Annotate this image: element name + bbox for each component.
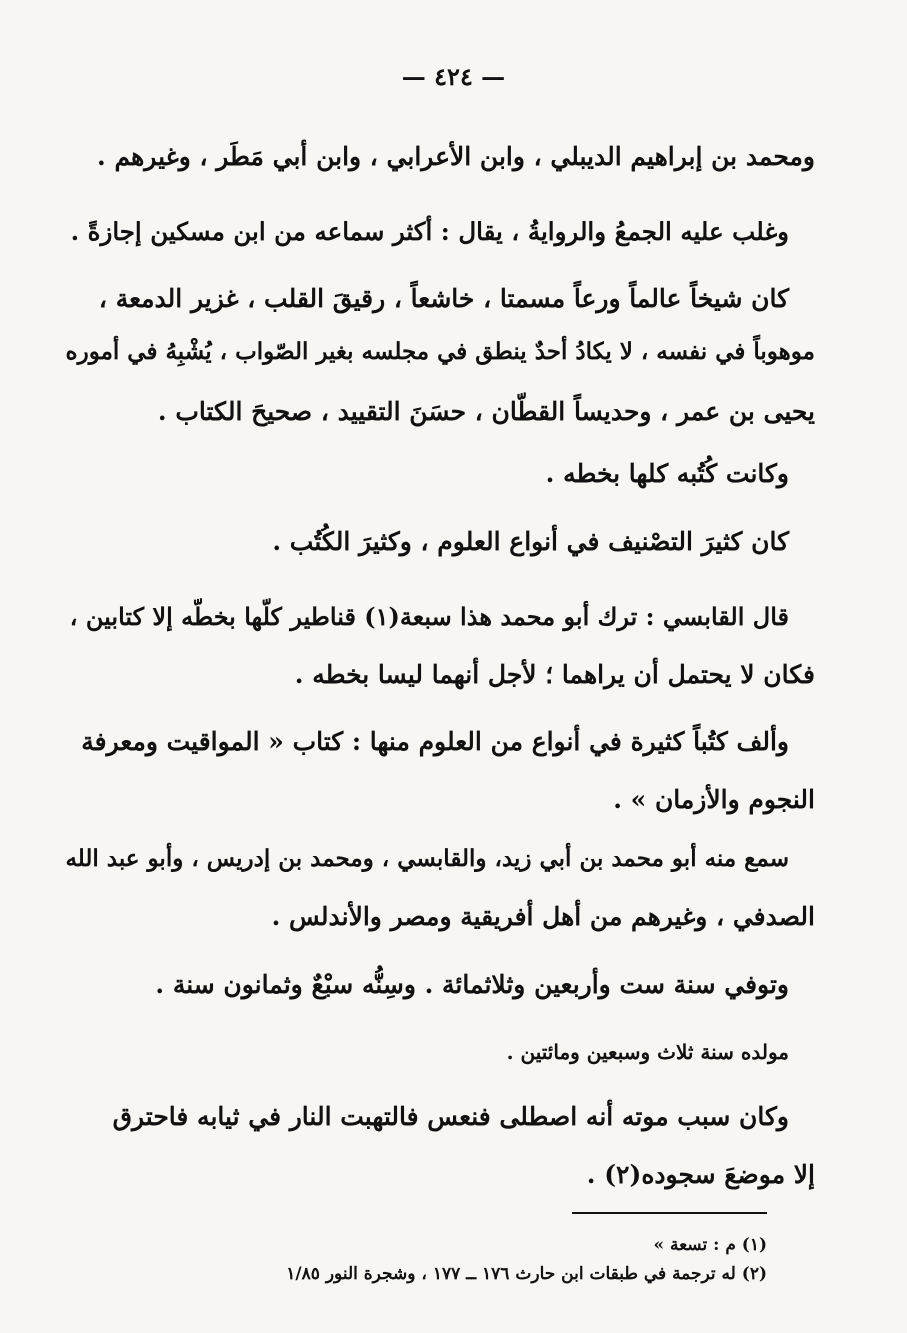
text-line: وغلب عليه الجمعُ والروايةُ ، يقال : أكثر سماعه من ابن مسكين إجازةً . [70, 217, 789, 246]
text-line: وألف كتُباً كثيرة في أنواع من العلوم منها : كتاب « المواقيت ومعرفة [81, 727, 789, 756]
text-line: وكان سبب موته أنه اصطلى فنعس فالتهبت النار في ثيابه فاحترق [112, 1102, 789, 1131]
text-line: وكانت كُتُبه كلها بخطه . [545, 459, 789, 488]
text-line: إلا موضعَ سجوده(٢) . [586, 1160, 815, 1189]
text-line: كان شيخاً عالماً ورعاً مسمتا ، خاشعاً ، رقيقَ القلب ، غزير الدمعة ، [98, 284, 789, 313]
text-line: الصدفي ، وغيرهم من أهل أفريقية ومصر والأندلس . [271, 902, 815, 931]
text-line: ومحمد بن إبراهيم الديبلي ، وابن الأعرابي ، وابن أبي مَطَر ، وغيرهم . [97, 142, 815, 171]
text-line: قال القابسي : ترك أبو محمد هذا سبعة(١) قناطير كلّها بخطّه إلا كتابين ، [69, 602, 789, 631]
page-number: — ٤٢٤ — [401, 62, 506, 91]
text-line: يحيى بن عمر ، وحديساً القطّان ، حسَنَ التقييد ، صحيحَ الكتاب . [157, 397, 815, 426]
text-line: مولده سنة ثلاث وسبعين ومائتين . [506, 1040, 789, 1064]
text-line: كان كثيرَ التصْنيف في أنواع العلوم ، وكثيرَ الكُتُب . [272, 527, 789, 556]
text-line: فكان لا يحتمل أن يراهما ؛ لأجل أنهما ليسا بخطه . [294, 660, 815, 689]
text-line: سمع منه أبو محمد بن أبي زيد، والقابسي ، ومحمد بن إدريس ، وأبو عبد الله [65, 845, 789, 872]
text-line: موهوباً في نفسه ، لا يكادُ أحدٌ ينطق في مجلسه بغير الصّواب ، يُشْبِهُ في أموره [65, 338, 815, 365]
text-line: النجوم والأزمان » . [613, 785, 815, 814]
footnote: (١) م : تسعة » [653, 1235, 767, 1255]
footnote-separator [572, 1212, 767, 1214]
footnote: (٢) له ترجمة في طبقات ابن حارث ١٧٦ ــ ١٧٧ ، وشجرة النور ١/٨٥ [286, 1264, 767, 1284]
text-line: وتوفي سنة ست وأربعين وثلاثمائة . وسِنُّه سبْعٌ وثمانون سنة . [155, 970, 789, 999]
